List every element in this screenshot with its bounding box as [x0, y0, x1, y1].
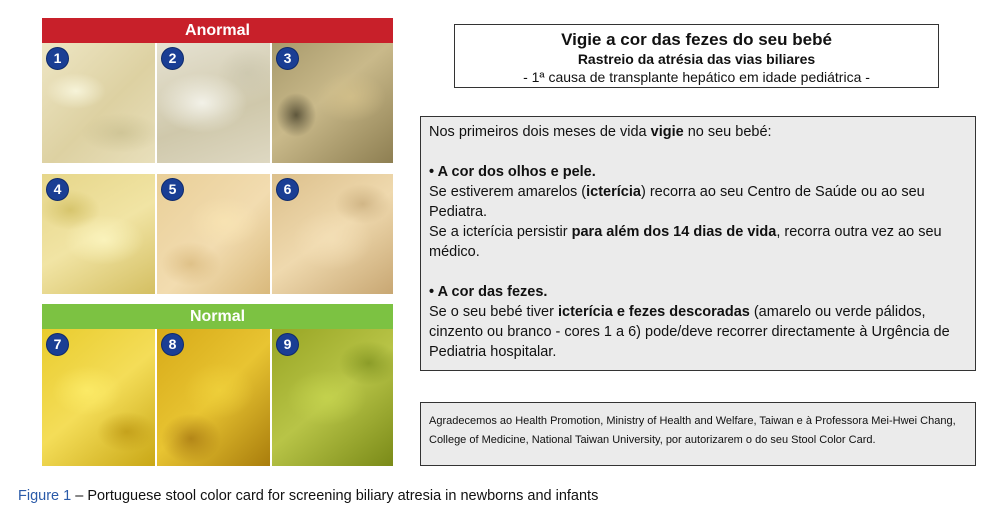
stool-swatch-8	[157, 329, 270, 466]
swatch-number-badge: 1	[46, 47, 69, 70]
swatch-number-badge: 2	[161, 47, 184, 70]
figure-caption	[18, 488, 598, 504]
swatch-number-badge: 6	[276, 178, 299, 201]
swatch-number-badge: 8	[161, 333, 184, 356]
stool-swatch-6	[272, 174, 393, 294]
card-tagline: - 1ª causa de transplante hepático em idade pediátrica -	[523, 69, 870, 85]
swatch-number-badge: 4	[46, 178, 69, 201]
eyes-paragraph-2: Se a icterícia persistir para além dos 14 dias de vida, recorra outra vez ao seu médico.	[429, 224, 942, 260]
title-box	[454, 24, 939, 88]
swatch-number-badge: 7	[46, 333, 69, 356]
abnormal-header: Anormal	[42, 18, 393, 43]
stool-swatch-9	[272, 329, 393, 466]
figure-label: Figure 1	[18, 488, 72, 504]
intro-text: Nos primeiros dois meses de vida vigie no seu bebé:	[429, 124, 772, 140]
stool-swatch-5	[157, 174, 270, 294]
card-title: Vigie a cor das fezes do seu bebé	[561, 30, 832, 49]
card-subtitle: Rastreio da atrésia das vias biliares	[577, 51, 816, 67]
stool-swatch-3	[272, 43, 393, 163]
swatch-number-badge: 5	[161, 178, 184, 201]
swatch-number-badge: 9	[276, 333, 299, 356]
eyes-heading: • A cor dos olhos e pele.	[429, 164, 596, 180]
stool-swatch-2	[157, 43, 270, 163]
stool-heading: • A cor das fezes.	[429, 284, 548, 300]
eyes-paragraph-1: Se estiverem amarelos (icterícia) recorra ao seu Centro de Saúde ou ao seu Pediatra.	[429, 184, 925, 220]
acknowledgement-box: Agradecemos ao Health Promotion, Ministry of Health and Welfare, Taiwan e à Professora Mei-Hwei Chang, College of Medicine, National Taiwan University, por autorizarem o do seu Stool Color Card.	[420, 402, 976, 466]
swatch-number-badge: 3	[276, 47, 299, 70]
normal-header: Normal	[42, 304, 393, 329]
stool-swatch-4	[42, 174, 155, 294]
instructions-box	[420, 116, 976, 371]
stool-swatch-1	[42, 43, 155, 163]
caption-text: – Portuguese stool color card for screening biliary atresia in newborns and infants	[71, 488, 599, 504]
stool-swatch-7	[42, 329, 155, 466]
stool-paragraph: Se o seu bebé tiver icterícia e fezes descoradas (amarelo ou verde pálidos, cinzento ou branco - cores 1 a 6) pode/deve recorrer directamente à Urgência de Pediatria hospitalar.	[429, 304, 950, 360]
